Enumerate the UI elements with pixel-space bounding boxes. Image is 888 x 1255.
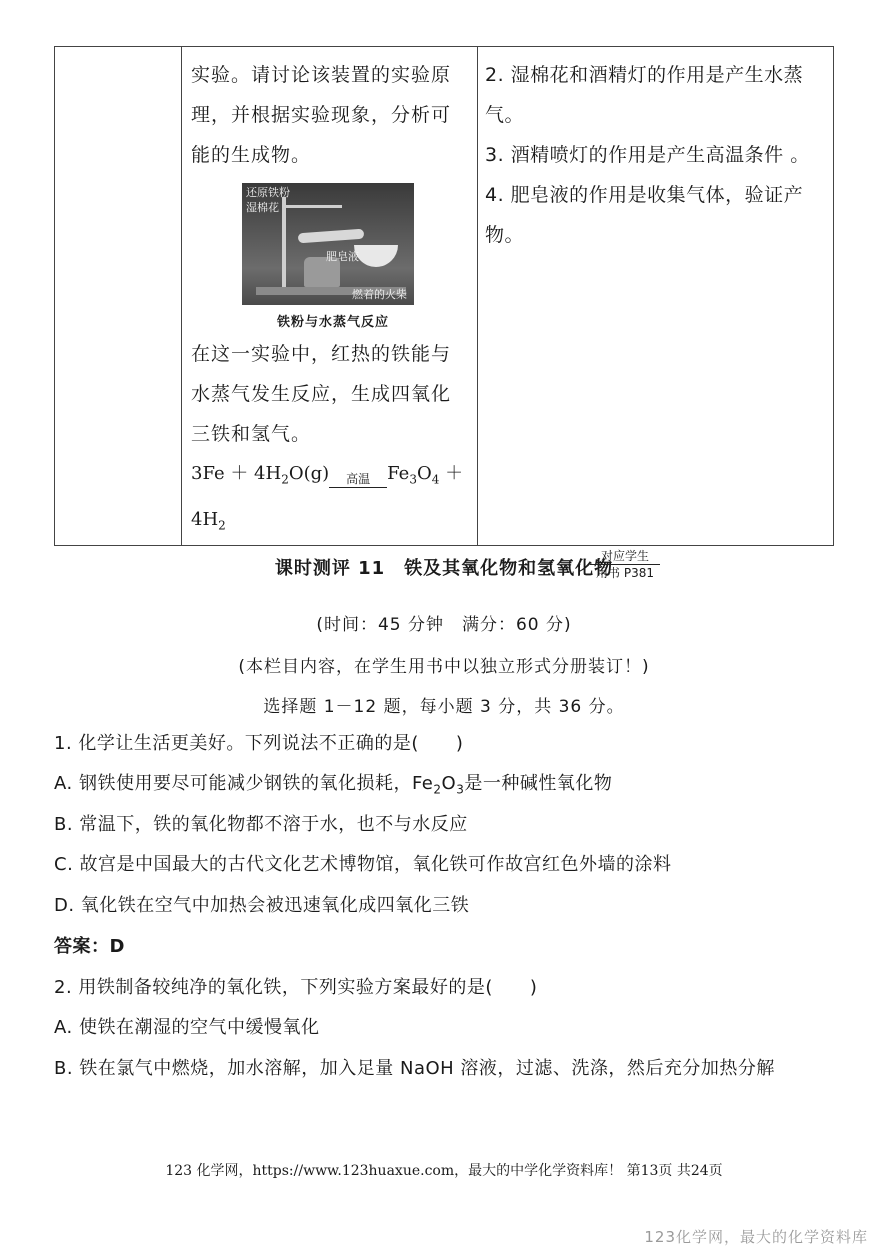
question-1-answer: 答案：D xyxy=(54,936,125,957)
evaporating-dish xyxy=(354,245,398,267)
chemical-equation-continued: $4H_2$ xyxy=(191,508,226,533)
question-1-option-b: B. 常温下，铁的氧化物都不溶于水，也不与水反应 xyxy=(54,814,468,835)
reaction-arrow-line xyxy=(329,487,387,488)
table-cell-analysis xyxy=(485,55,830,255)
question-2-option-a: A. 使铁在潮湿的空气中缓慢氧化 xyxy=(54,1017,320,1038)
binding-note: (本栏目内容，在学生用书中以独立形式分册装订！) xyxy=(238,657,650,677)
question-2-option-b: B. 铁在氯气中燃烧，加水溶解，加入足量 NaOH 溶液，过滤、洗涤，然后充分加热分解 xyxy=(54,1058,775,1079)
procedure-text: 三铁和氢气。 xyxy=(191,423,312,445)
apparatus-photo xyxy=(242,183,414,305)
analysis-text: 4. 肥皂液的作用是收集气体，验证产 xyxy=(485,184,804,206)
analysis-text: 气。 xyxy=(485,104,525,126)
question-1-option-a: A. 钢铁使用要尽可能减少钢铁的氧化损耗，$Fe_2O_3$是一种碱性氧化物 xyxy=(54,773,613,797)
photo-label-splint: 燃着的火柴 xyxy=(352,288,407,301)
photo-label-iron: 还原铁粉 xyxy=(246,186,290,199)
photo-label-soap: 肥皂液 xyxy=(326,250,359,263)
procedure-text: 能的生成物。 xyxy=(191,144,312,166)
section-title: 课时测评 11 铁及其氧化物和氢氧化物 xyxy=(274,558,614,579)
question-1-option-d: D. 氧化铁在空气中加热会被迅速氧化成四氧化三铁 xyxy=(54,895,470,916)
photo-caption: 铁粉与水蒸气反应 xyxy=(276,315,389,330)
table-column-divider xyxy=(477,47,478,545)
watermark: 123化学网，最大的化学资料库 xyxy=(644,1228,868,1246)
procedure-text: 实验。请讨论该装置的实验原 xyxy=(191,64,452,86)
analysis-text: 2. 湿棉花和酒精灯的作用是产生水蒸 xyxy=(485,64,804,86)
analysis-text: 物。 xyxy=(485,224,525,246)
question-2-stem: 2. 用铁制备较纯净的氧化铁，下列实验方案最好的是( ) xyxy=(54,977,538,998)
table-cell-procedure xyxy=(191,55,475,545)
page-footer: 123 化学网，https://www.123huaxue.com，最大的中学化学资料库！ 第13页 共24页 xyxy=(165,1163,723,1179)
reaction-tube xyxy=(298,229,365,244)
iron-stand xyxy=(282,197,286,293)
question-1-stem: 1. 化学让生活更美好。下列说法不正确的是( ) xyxy=(54,733,464,754)
stand-arm xyxy=(282,205,342,208)
procedure-text: 在这一实验中，红热的铁能与 xyxy=(191,343,452,365)
textbook-reference: 对应学生 用书 P381 xyxy=(590,548,660,581)
question-1-option-c: C. 故宫是中国最大的古代文化艺术博物馆，氧化铁可作故宫红色外墙的涂料 xyxy=(54,854,672,875)
procedure-text: 水蒸气发生反应，生成四氧化 xyxy=(191,383,452,405)
chemical-equation: $3Fe + 4H_2O(g)$ 高温 $Fe_3O_4$ ＋ xyxy=(191,454,475,500)
table-column-divider xyxy=(181,47,182,545)
time-score-line: (时间：45 分钟 满分：60 分) xyxy=(316,615,572,635)
photo-label-cotton: 湿棉花 xyxy=(246,201,279,214)
choice-instructions: 选择题 1－12 题，每小题 3 分，共 36 分。 xyxy=(263,697,625,717)
experiment-table xyxy=(54,46,834,546)
procedure-text: 理，并根据实验现象，分析可 xyxy=(191,104,452,126)
analysis-text: 3. 酒精喷灯的作用是产生高温条件 。 xyxy=(485,144,810,166)
reaction-condition: 高温 xyxy=(329,472,387,500)
